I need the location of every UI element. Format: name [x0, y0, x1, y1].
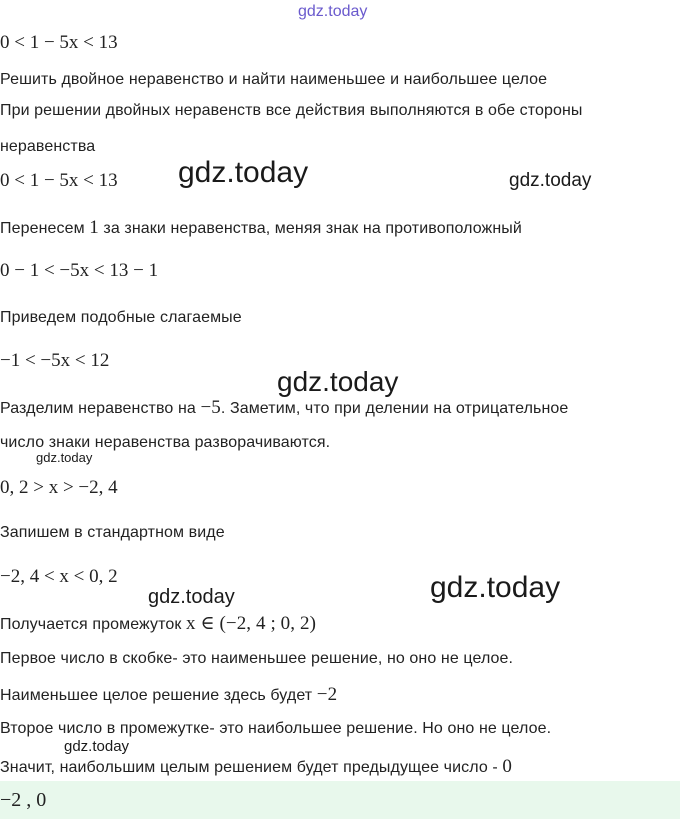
least-integer-text [0, 684, 337, 706]
equation-1: 0 < 1 − 5x < 13 [0, 170, 118, 191]
step-1-text [0, 217, 522, 239]
greatest-integer-text [0, 756, 512, 778]
greatest-number: 0 [502, 756, 513, 777]
step-1-before: Перенесем [0, 220, 90, 237]
watermark-6: gdz.today [430, 571, 561, 604]
interval-before: Получается промежуток [0, 616, 186, 633]
step-3-before: Разделим неравенство на [0, 400, 201, 417]
step-1-after: за знаки неравенства, меняя знак на противоположный [98, 220, 522, 237]
step-1-number: 1 [89, 217, 99, 238]
step-3-text [0, 397, 568, 419]
answer-value: −2 , 0 [0, 789, 47, 811]
equation-2: 0 − 1 < −5x < 13 − 1 [0, 260, 159, 281]
interval-math: x ∈ (−2, 4 ; 0, 2) [186, 613, 317, 634]
least-before: Наименьшее целое решение здесь будет [0, 687, 317, 704]
task-text: Решить двойное неравенство и найти наименьшее и наибольшее целое [0, 71, 548, 88]
step-3-after: . Заметим, что при делении на отрицательное [220, 400, 569, 417]
equation-5: −2, 4 < x < 0, 2 [0, 566, 118, 587]
greatest-before: Значит, наибольшим целым решением будет предыдущее число - [0, 759, 503, 776]
step-4-text: Запишем в стандартном виде [0, 524, 225, 541]
watermark-4: gdz.today [36, 450, 93, 465]
problem-inequality: 0 < 1 − 5x < 13 [0, 32, 118, 53]
first-number-text: Первое число в скобке- это наименьшее решение, но оно не целое. [0, 650, 514, 667]
least-number: −2 [316, 684, 338, 705]
watermark-5: gdz.today [148, 586, 235, 608]
interval-text [0, 612, 316, 635]
step-2-text: Приведем подобные слагаемые [0, 309, 242, 326]
second-number-text: Второе число в промежутке- это наибольшее решение. Но оно не целое. [0, 720, 552, 737]
answer-box [0, 781, 680, 819]
step-3-line-2: число знаки неравенства разворачиваются. [0, 434, 331, 451]
watermark-1: gdz.today [178, 156, 309, 189]
watermark-top: gdz.today [298, 3, 368, 20]
watermark-7: gdz.today [64, 738, 130, 755]
note-line-1: При решении двойных неравенств все действия выполняются в обе стороны [0, 102, 583, 119]
watermark-3: gdz.today [277, 366, 399, 397]
step-3-number: −5 [200, 397, 221, 418]
note-line-2: неравенства [0, 138, 96, 155]
watermark-2: gdz.today [509, 170, 592, 191]
equation-3: −1 < −5x < 12 [0, 350, 110, 371]
equation-4: 0, 2 > x > −2, 4 [0, 477, 118, 498]
